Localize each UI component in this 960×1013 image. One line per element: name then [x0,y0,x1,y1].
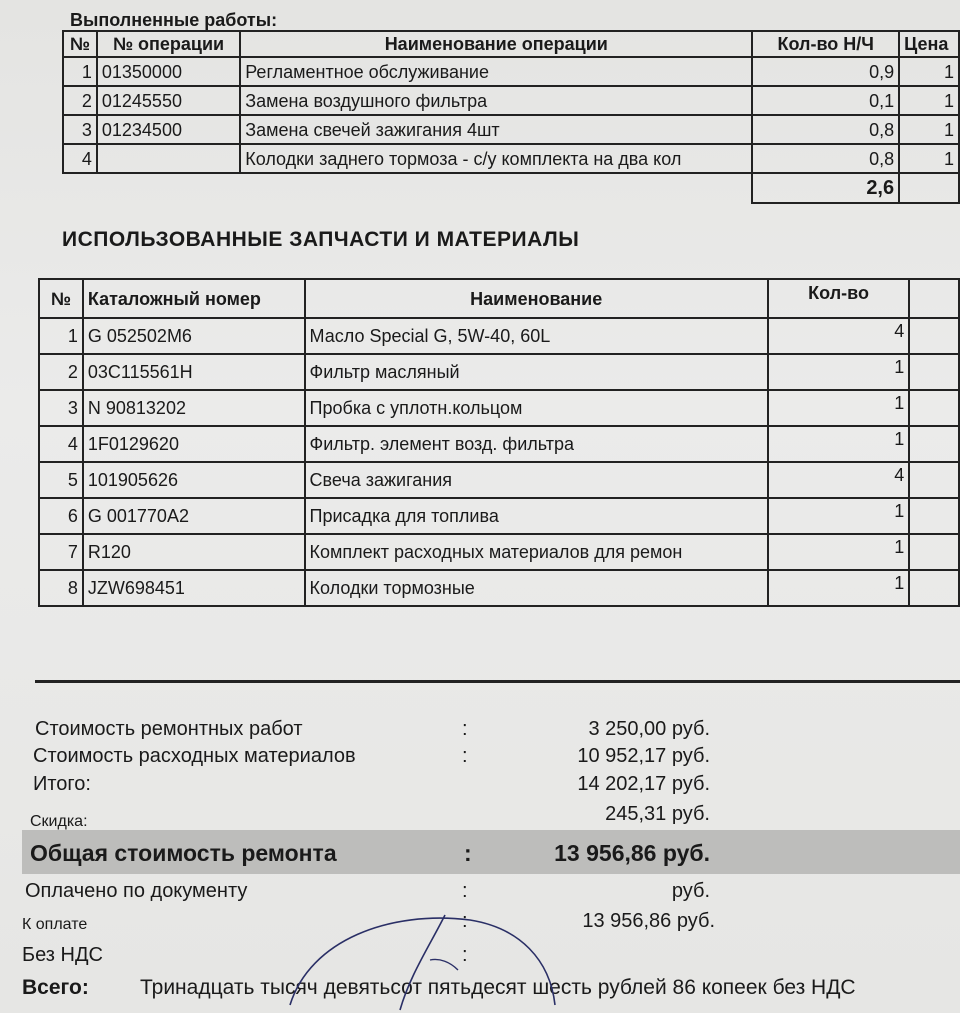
total-words-value: Тринадцать тысяч девятьсот пятьдесят шесть рублей 86 копеек без НДС [140,976,856,999]
part-name: Пробка с уплотн.кольцом [305,390,768,426]
operation-code: 01350000 [97,57,240,86]
works-header-name: Наименование операции [240,31,752,57]
works-table [62,30,960,204]
operation-price: 1 [899,144,959,173]
row-num: 6 [39,498,83,534]
part-name: Фильтр. элемент возд. фильтра [305,426,768,462]
due-label: К оплате [22,916,88,933]
section-divider [35,680,960,683]
works-total-hours: 2,6 [752,173,899,203]
table-row [39,354,959,390]
part-qty: 1 [768,354,909,390]
catalog-number: G 052502M6 [83,318,305,354]
operation-name: Замена свечей зажигания 4шт [240,115,752,144]
table-row [39,498,959,534]
parts-header-row [39,279,959,318]
table-row [63,86,959,115]
row-num: 4 [39,426,83,462]
table-row [39,462,959,498]
works-header-num: № [63,31,97,57]
part-name: Колодки тормозные [305,570,768,606]
total-words-label: Всего: [22,976,89,999]
part-name: Комплект расходных материалов для ремон [305,534,768,570]
part-qty: 1 [768,534,909,570]
catalog-number: JZW698451 [83,570,305,606]
parts-header-name: Наименование [305,279,768,318]
operation-name: Замена воздушного фильтра [240,86,752,115]
labor-cost-value: 3 250,00 руб. [588,718,710,740]
operation-name: Регламентное обслуживание [240,57,752,86]
table-row [63,57,959,86]
vat-label: Без НДС [22,944,103,966]
operation-hours: 0,1 [752,86,899,115]
discount-label: Скидка: [30,813,88,830]
catalog-number: R120 [83,534,305,570]
part-name: Масло Special G, 5W-40, 60L [305,318,768,354]
operation-price: 1 [899,57,959,86]
catalog-number: 03C115561H [83,354,305,390]
row-num: 3 [63,115,97,144]
row-num: 2 [63,86,97,115]
part-name: Свеча зажигания [305,462,768,498]
operation-price: 1 [899,86,959,115]
works-header-hours: Кол-во Н/Ч [752,31,899,57]
works-header-row [63,31,959,57]
row-num: 1 [39,318,83,354]
paid-value: руб. [671,880,710,902]
works-total-row [63,173,959,203]
paid-label: Оплачено по документу [25,880,248,902]
parts-header-code: Каталожный номер [83,279,305,318]
table-row [39,534,959,570]
table-row [63,115,959,144]
operation-hours: 0,8 [752,115,899,144]
operation-hours: 0,8 [752,144,899,173]
materials-cost-value: 10 952,17 руб. [577,745,710,767]
table-row [39,570,959,606]
operation-code: 01245550 [97,86,240,115]
row-num: 2 [39,354,83,390]
labor-cost-label: Стоимость ремонтных работ [35,718,303,740]
catalog-number: N 90813202 [83,390,305,426]
part-name: Фильтр масляный [305,354,768,390]
subtotal-label: Итого: [33,773,91,795]
subtotal-value: 14 202,17 руб. [577,773,710,795]
part-qty: 4 [768,318,909,354]
parts-header-qty: Кол-во [768,279,909,318]
operation-price: 1 [899,115,959,144]
catalog-number: 1F0129620 [83,426,305,462]
works-header-price: Цена [899,31,959,57]
due-value: 13 956,86 руб. [582,910,715,932]
row-num: 3 [39,390,83,426]
part-qty: 4 [768,462,909,498]
grand-total-label: Общая стоимость ремонта [30,840,337,866]
part-name: Присадка для топлива [305,498,768,534]
works-title: Выполненные работы: [70,10,278,30]
parts-title: ИСПОЛЬЗОВАННЫЕ ЗАПЧАСТИ И МАТЕРИАЛЫ [62,228,580,251]
row-num: 1 [63,57,97,86]
materials-cost-label: Стоимость расходных материалов [33,745,356,767]
row-num: 4 [63,144,97,173]
table-row [39,426,959,462]
row-num: 8 [39,570,83,606]
part-qty: 1 [768,498,909,534]
row-num: 7 [39,534,83,570]
operation-code: 01234500 [97,115,240,144]
catalog-number: G 001770A2 [83,498,305,534]
row-num: 5 [39,462,83,498]
part-qty: 1 [768,426,909,462]
parts-table [38,278,960,607]
part-qty: 1 [768,390,909,426]
operation-code [97,144,240,173]
signature-scribble [280,900,580,1013]
document-page: Выполненные работы: № № операции Наименование операции Кол-во Н/Ч Цена 1 01350000 Регламентное обслуживание 0,9 1 2 01245550 Замена воздушного фильтра 0,1 1 3 01234500 Замена свечей зажигания 4шт 0,8 1 4 Колодки заднего тормоза - с/у комплекта на два кол 0,8 1 2,6 ИСПОЛЬЗОВАННЫЕ ЗАПЧАСТИ И МАТЕРИАЛЫ № Каталожный номер Наименование Кол-во 1 G 052502M6 Масло Special G, 5W-40, 60L 4 2 03C115561H Фильтр масляный 1 3 N 90813202 Пробка с уплотн.кольцом 1 4 1F0129620 Фильтр. элемент возд. фильтра 1 5 101905626 Свеча зажигания 4 6 G 001770A2 Присадка для топлива 1 7 R120 Комплект расходных материалов для ремон 1 8 JZW698451 Колодки тормозные 1 Стоимость ремонтных работ : 3 250,00 руб. Стоимость расходных материалов : 10 952,17 руб. Итого: 14 202,17 руб. Скидка: 245,31 руб. Общая стоимость ремонта : 13 956,86 руб. Оплачено по документу : руб. К оплате : 13 956,86 руб. Без НДС : Всего: Тринадцать тысяч девятьсот пятьдесят шесть рублей 86 копеек без НДС [0,0,960,1013]
operation-hours: 0,9 [752,57,899,86]
part-qty: 1 [768,570,909,606]
parts-header-num: № [39,279,83,318]
catalog-number: 101905626 [83,462,305,498]
table-row [39,318,959,354]
table-row [63,144,959,173]
table-row [39,390,959,426]
discount-value: 245,31 руб. [605,803,710,825]
grand-total-row: Общая стоимость ремонта : 13 956,86 руб. [22,830,960,874]
grand-total-value: 13 956,86 руб. [554,840,710,866]
works-header-code: № операции [97,31,240,57]
operation-name: Колодки заднего тормоза - с/у комплекта на два кол [240,144,752,173]
